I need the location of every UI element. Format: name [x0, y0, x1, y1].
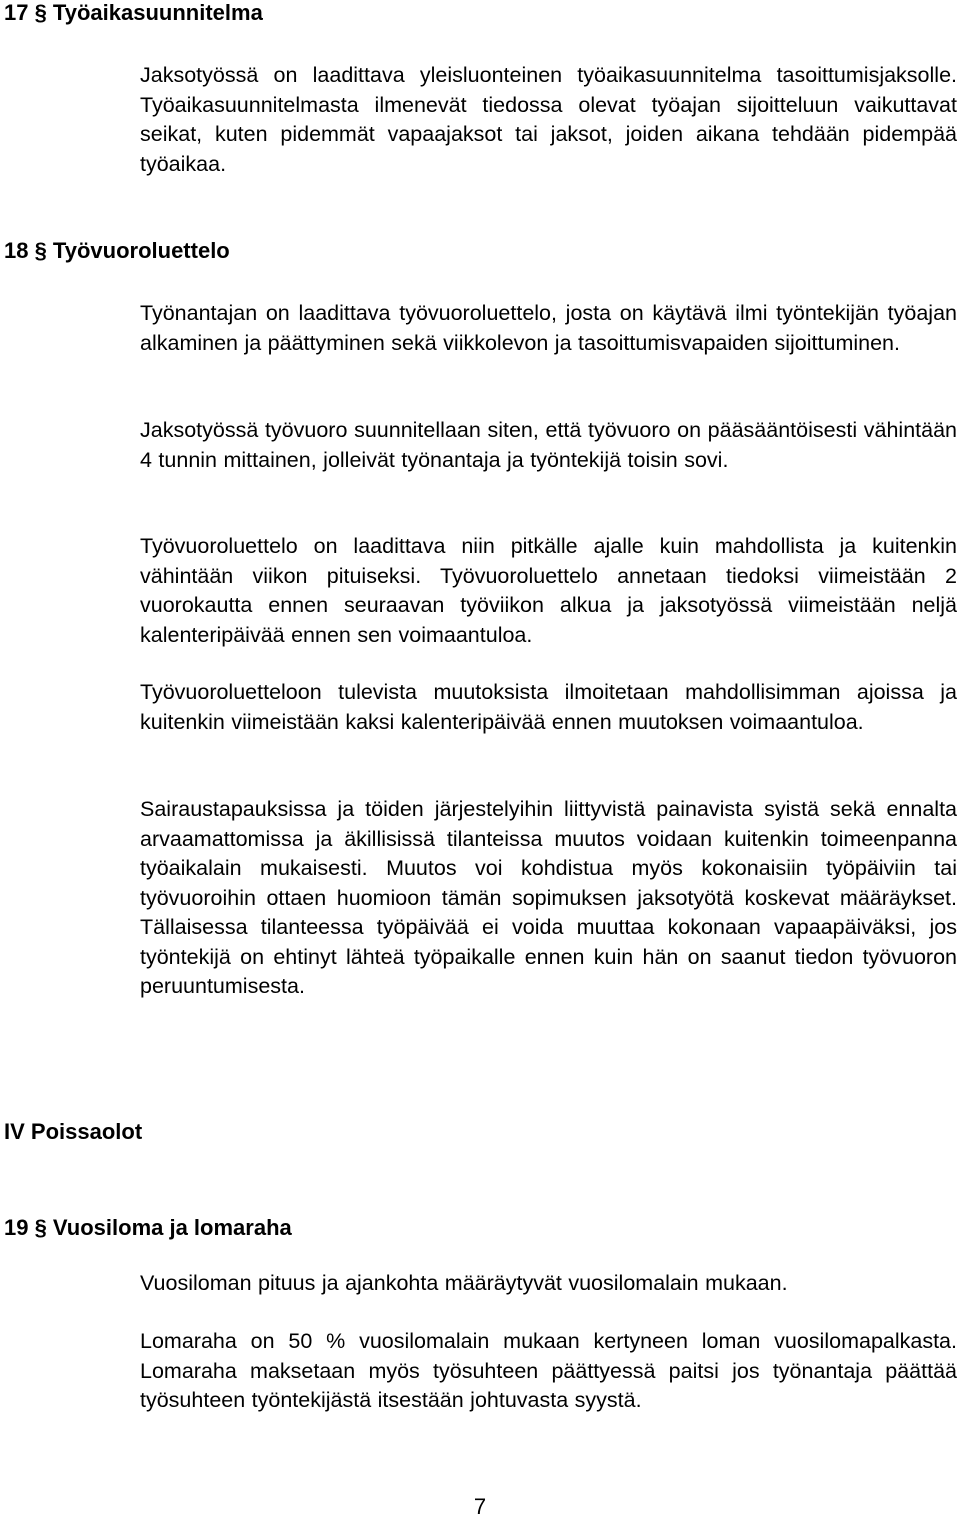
section-18-paragraph-4: Työvuoroluetteloon tulevista muutoksista ilmoitetaan mahdollisimman ajoissa ja kuitenkin viimeistään kaksi kalenteripäivää ennen muutoksen voimaantuloa. [140, 680, 957, 734]
section-17-paragraph-1: Jaksotyössä on laadittava yleisluonteinen työaikasuunnitelma tasoittumisjaksolle. Työaikasuunnitelmasta ilmenevät tiedossa olevat työajan sijoitteluun vaikuttavat seikat, kuten pidemmät vapaajaksot tai jaksot, joiden aikana tehdään pidempää työaikaa. [140, 63, 957, 176]
section-19-heading: 19 § Vuosiloma ja lomaraha [4, 1215, 292, 1240]
section-19-paragraph-1: Vuosiloman pituus ja ajankohta määräytyvät vuosilomalain mukaan. [140, 1271, 788, 1295]
part-iv-heading: IV Poissaolot [4, 1119, 143, 1144]
section-18-paragraph-5: Sairaustapauksissa ja töiden järjestelyihin liittyvistä painavista syistä sekä ennalta arvaamattomissa ja äkillisissä tilanteissa muutos voidaan kuitenkin toimeenpanna työaikalain mukaisesti. Muutos voi kohdistua myös kokonaisiin työpäiviin tai työvuoroihin ottaen huomioon tämän sopimuksen jaksotyötä koskevat määräykset. Tällaisessa tilanteessa työpäivää ei voida muuttaa kokonaan vapaapäiväksi, jos työntekijä on ehtinyt lähteä työpaikalle ennen kuin hän on saanut tiedon työvuoron peruuntumisesta. [140, 797, 957, 998]
section-18-paragraph-1: Työnantajan on laadittava työvuoroluettelo, josta on käytävä ilmi työntekijän työajan alkaminen ja päättyminen sekä viikkolevon ja tasoittumisvapaiden sijoittuminen. [140, 301, 957, 355]
section-19-paragraph-2: Lomaraha on 50 % vuosilomalain mukaan kertyneen loman vuosilomapalkasta. Lomaraha maksetaan myös työsuhteen päättyessä paitsi jos työnantaja päättää työsuhteen työntekijästä itsestään johtuvasta syystä. [140, 1329, 957, 1412]
section-18-paragraph-2: Jaksotyössä työvuoro suunnitellaan siten, että työvuoro on pääsääntöisesti vähintään 4 tunnin mittainen, jolleivät työnantaja ja työntekijä toisin sovi. [140, 418, 957, 472]
page-number: 7 [473, 1494, 487, 1519]
section-18-heading: 18 § Työvuoroluettelo [4, 238, 230, 263]
section-17-heading: 17 § Työaikasuunnitelma [4, 0, 263, 25]
section-18-paragraph-3: Työvuoroluettelo on laadittava niin pitkälle ajalle kuin mahdollista ja kuitenkin vähintään viikon pituiseksi. Työvuoroluettelo annetaan tiedoksi viimeistään 2 vuorokautta ennen seuraavan työviikon alkua ja jaksotyössä viimeistään neljä kalenteripäivää ennen sen voimaantuloa. [140, 534, 957, 647]
